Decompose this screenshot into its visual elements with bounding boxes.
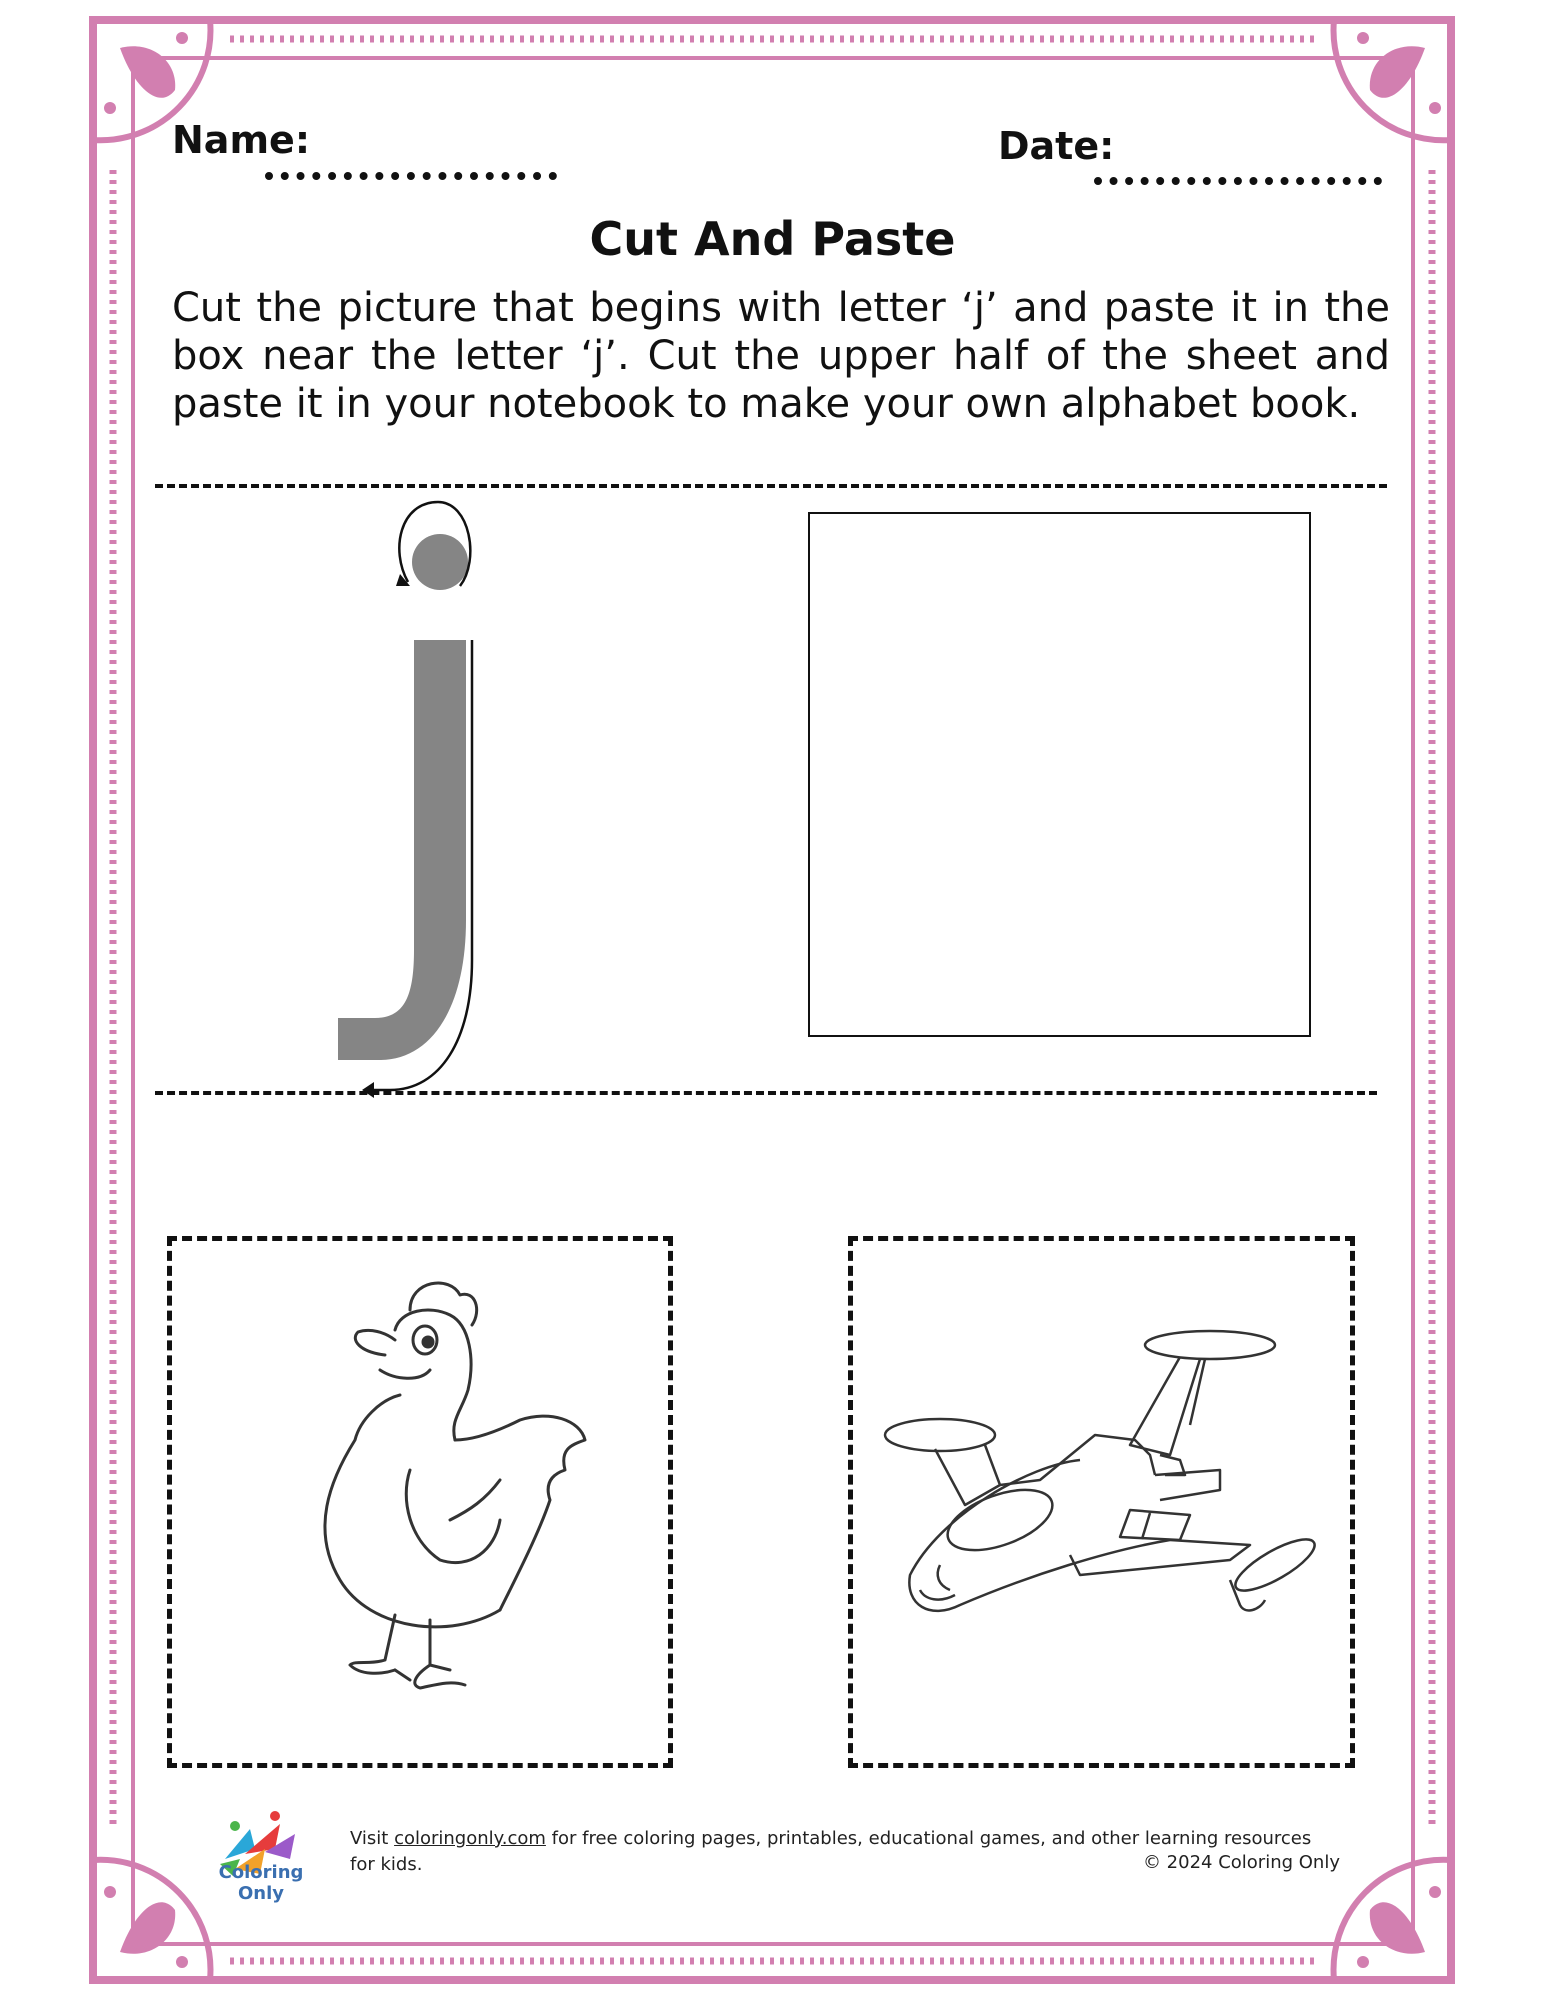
name-write-line[interactable] — [265, 172, 557, 180]
copyright-text: © 2024 Coloring Only — [1142, 1852, 1340, 1873]
date-label: Date: — [998, 124, 1115, 168]
instructions-text: Cut the picture that begins with letter ‘j’ and paste it in the box near the letter ‘j’. Cut the upper half of the sheet and paste it in your notebook to make your own alphabet book. — [172, 285, 1390, 427]
letter-j-dot — [412, 534, 468, 590]
paste-box[interactable] — [808, 512, 1311, 1037]
name-label: Name: — [172, 118, 311, 162]
hen-drawing — [300, 1270, 590, 1710]
logo-text: Coloring Only — [218, 1862, 304, 1904]
cut-line-top — [155, 484, 1387, 488]
letter-j-tracing — [320, 490, 520, 1100]
letter-j-stroke — [338, 640, 466, 1060]
jet-drawing — [880, 1315, 1325, 1665]
footer-link[interactable]: coloringonly.com — [394, 1828, 546, 1849]
footer-visit-suffix: for free coloring pages, printables, educational games, and other learning resources for kids. — [350, 1828, 1312, 1875]
date-write-line[interactable] — [1094, 177, 1382, 185]
page-title: Cut And Paste — [589, 212, 956, 266]
footer-visit-prefix: Visit — [350, 1828, 395, 1849]
